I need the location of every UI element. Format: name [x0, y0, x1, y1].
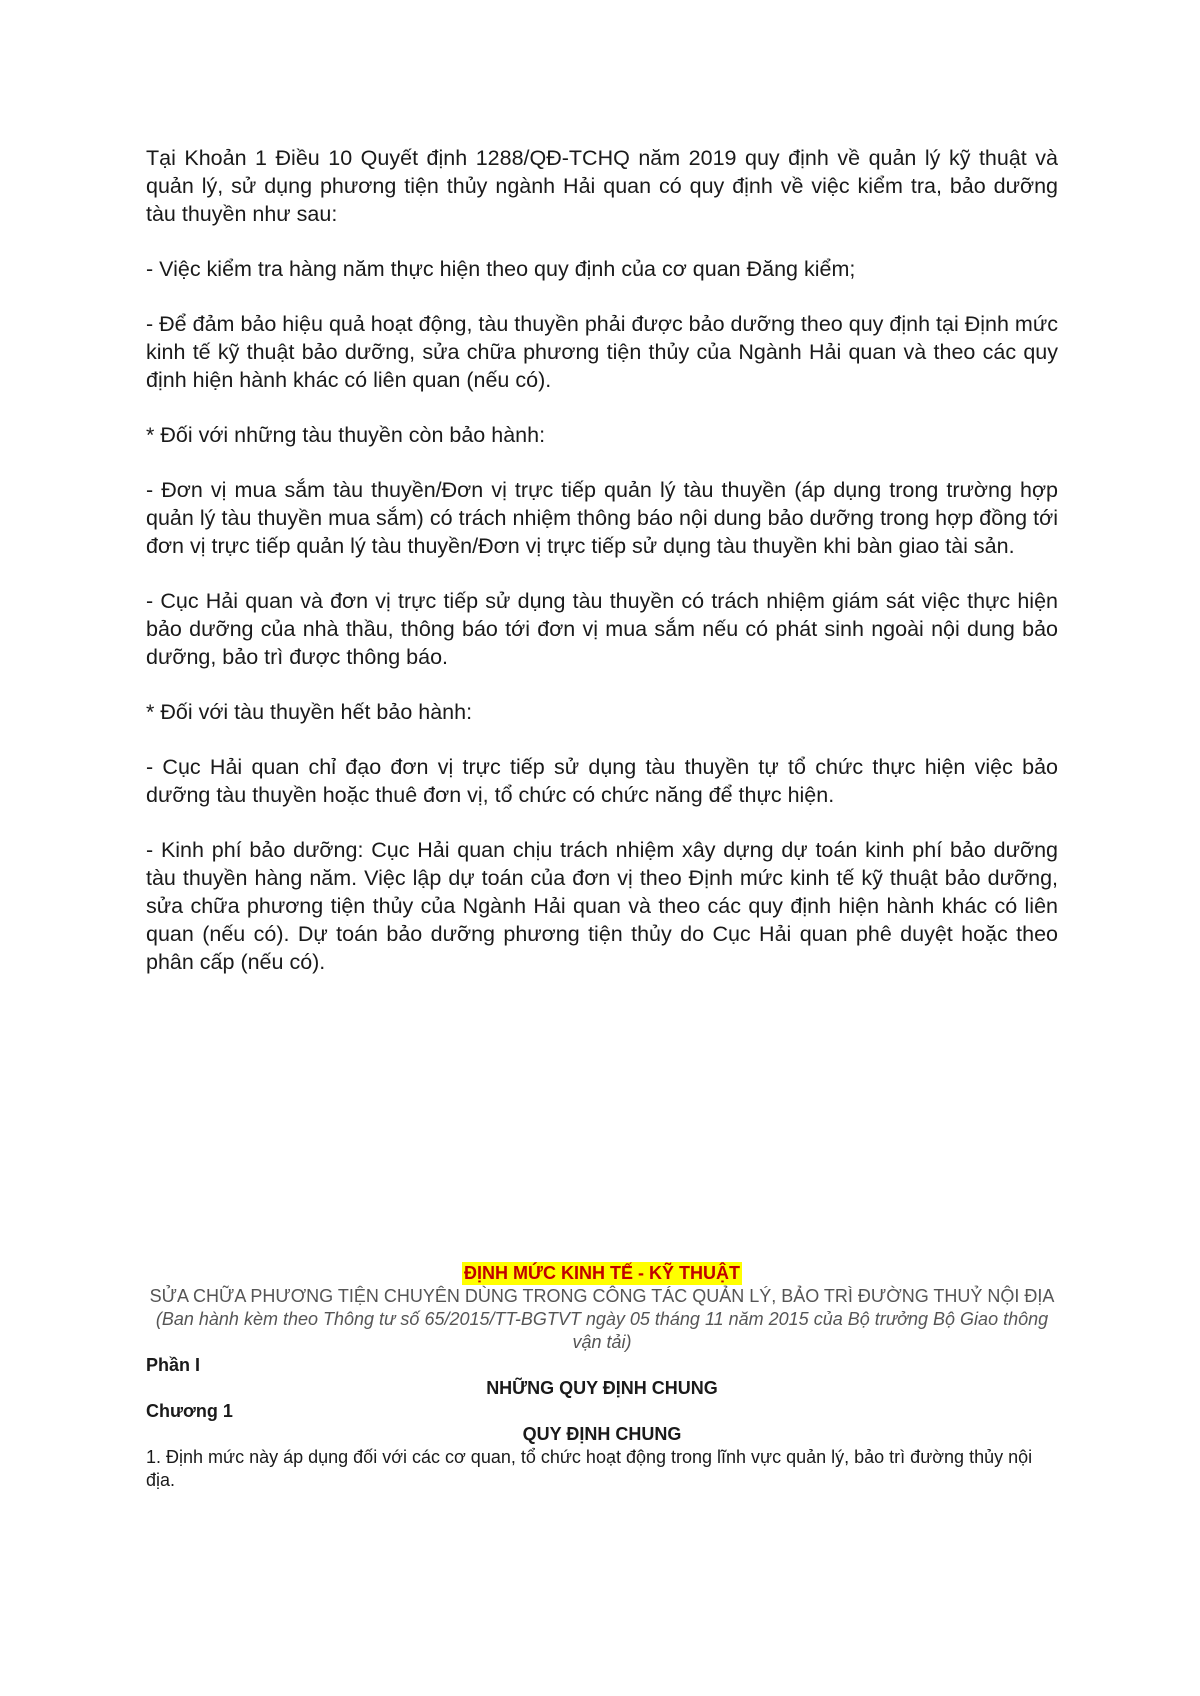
part-heading: NHỮNG QUY ĐỊNH CHUNG	[486, 1378, 718, 1398]
chapter-label: Chương 1	[146, 1401, 233, 1421]
paragraph-annual-inspection: - Việc kiểm tra hàng năm thực hiện theo quy định của cơ quan Đăng kiểm;	[146, 257, 856, 281]
paragraph-funding: - Kinh phí bảo dưỡng: Cục Hải quan chịu trách nhiệm xây dựng dự toán kinh phí bảo dưỡng tàu thuyền hàng năm. Việc lập dự toán của đơn vị theo Định mức kinh tế kỹ thuật bảo dưỡng, sửa chữa phương tiện thủy của Ngành Hải quan và theo các quy định hiện hành khác có liên quan (nếu có). Dự toán bảo dưỡng phương tiện thủy do Cục Hải quan phê duyệt hoặc theo phân cấp (nếu có).	[146, 838, 1058, 974]
paragraph-expired-warranty-heading: * Đối với tàu thuyền hết bảo hành:	[146, 700, 473, 724]
paragraph-supervision: - Cục Hải quan và đơn vị trực tiếp sử dụng tàu thuyền có trách nhiệm giám sát việc thực hiện bảo dưỡng của nhà thầu, thông báo tới đơn vị mua sắm nếu có phát sinh ngoài nội dung bảo dưỡng, bảo trì được thông báo.	[146, 589, 1058, 669]
norms-subtitle: SỬA CHỮA PHƯƠNG TIỆN CHUYÊN DÙNG TRONG CÔNG TÁC QUẢN LÝ, BẢO TRÌ ĐƯỜNG THUỶ NỘI ĐỊA	[149, 1286, 1055, 1306]
paragraph-maintenance-requirement: - Để đảm bảo hiệu quả hoạt động, tàu thuyền phải được bảo dưỡng theo quy định tại Định mức kinh tế kỹ thuật bảo dưỡng, sửa chữa phương tiện thủy của Ngành Hải quan và theo các quy định hiện hành khác có liên quan (nếu có).	[146, 312, 1058, 392]
paragraph-purchasing-unit: - Đơn vị mua sắm tàu thuyền/Đơn vị trực tiếp quản lý tàu thuyền (áp dụng trong trường hợp quản lý tàu thuyền mua sắm) có trách nhiệm thông báo nội dung bảo dưỡng trong hợp đồng tới đơn vị trực tiếp quản lý tàu thuyền/Đơn vị trực tiếp sử dụng tàu thuyền khi bàn giao tài sản.	[146, 478, 1058, 558]
body-section	[146, 144, 1058, 1003]
paragraph-intro: Tại Khoản 1 Điều 10 Quyết định 1288/QĐ-TCHQ năm 2019 quy định về quản lý kỹ thuật và quản lý, sử dụng phương tiện thủy ngành Hải quan có quy định về việc kiểm tra, bảo dưỡng tàu thuyền như sau:	[146, 146, 1058, 226]
norms-issued-by: (Ban hành kèm theo Thông tư số 65/2015/TT-BGTVT ngày 05 tháng 11 năm 2015 của Bộ trưởng Bộ Giao thông vận tải)	[155, 1309, 1049, 1352]
norms-section	[146, 1262, 1058, 1492]
norms-title-wrap	[146, 1262, 1058, 1285]
part-label: Phần I	[146, 1355, 201, 1375]
clause-1: 1. Định mức này áp dụng đối với các cơ quan, tổ chức hoạt động trong lĩnh vực quản lý, bảo trì đường thủy nội địa.	[146, 1447, 1033, 1490]
paragraph-self-organize: - Cục Hải quan chỉ đạo đơn vị trực tiếp sử dụng tàu thuyền tự tổ chức thực hiện việc bảo dưỡng tàu thuyền hoặc thuê đơn vị, tổ chức có chức năng để thực hiện.	[146, 755, 1058, 807]
chapter-heading: QUY ĐỊNH CHUNG	[522, 1424, 682, 1444]
norms-title: ĐỊNH MỨC KINH TẾ - KỸ THUẬT	[464, 1263, 740, 1283]
paragraph-under-warranty-heading: * Đối với những tàu thuyền còn bảo hành:	[146, 423, 546, 447]
